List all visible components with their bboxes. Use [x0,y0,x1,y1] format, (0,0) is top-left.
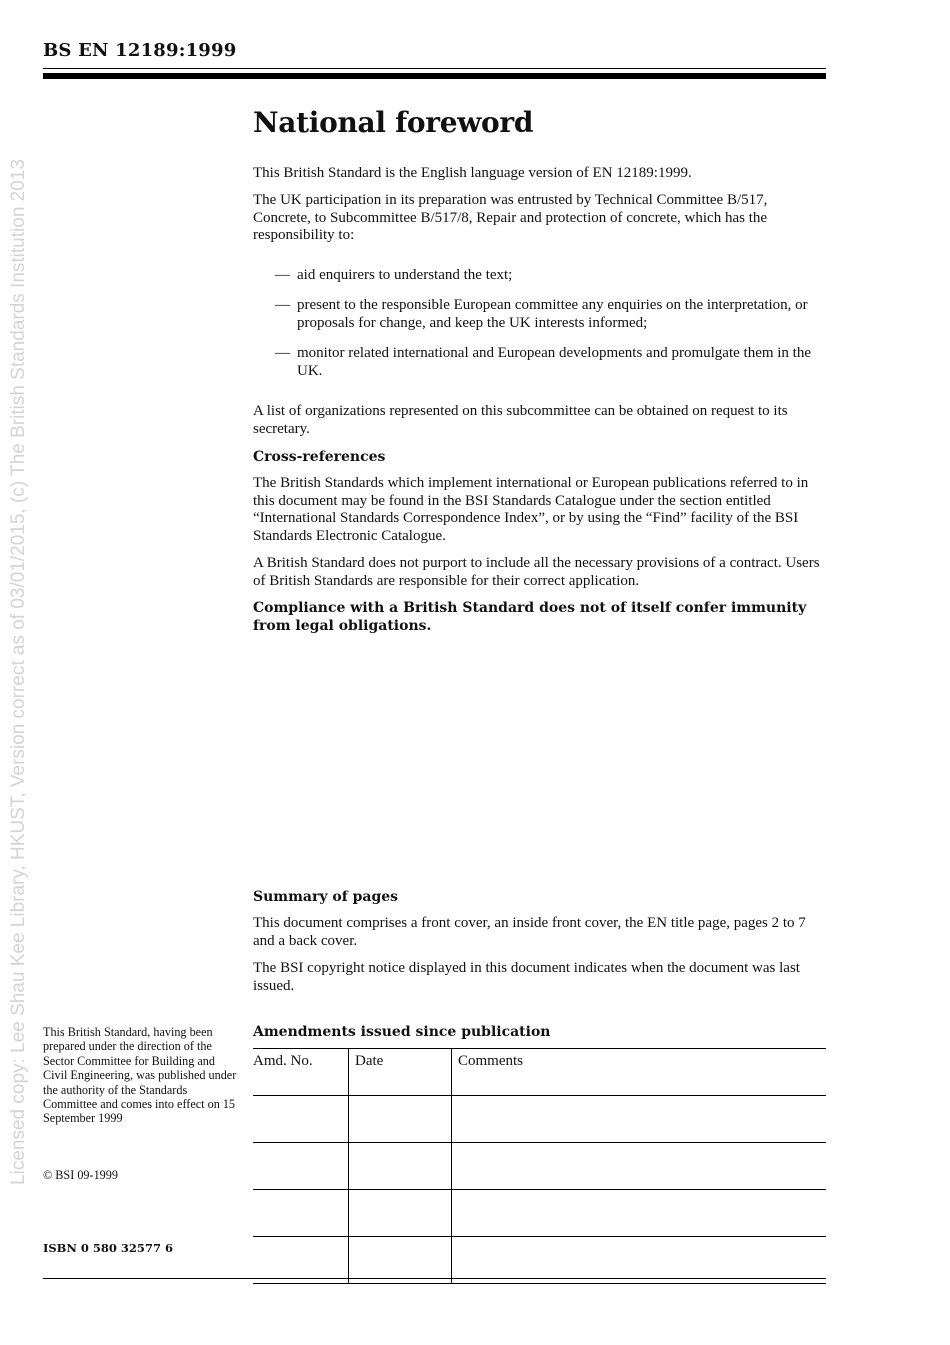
dash-bullet: — [275,345,290,361]
copyright-line: © BSI 09-1999 [43,1168,118,1182]
cross-references-heading: Cross-references [253,449,386,465]
amendments-table [253,1048,826,1284]
responsibility-item [275,297,825,332]
table-row [253,1237,826,1284]
responsibility-text: monitor related international and European developments and promulgate them in the UK. [297,345,812,379]
column-header-date: Date [349,1049,452,1096]
dash-bullet: — [275,297,290,313]
amendments-heading: Amendments issued since publication [253,1024,551,1040]
table-row [253,1143,826,1190]
table-row [253,1190,826,1237]
table-header-row [253,1049,826,1096]
header-rule-thick [43,73,826,79]
column-header-amd-no: Amd. No. [253,1049,349,1096]
responsibility-text: aid enquirers to understand the text; [297,267,513,283]
document-id: BS EN 12189:1999 [43,40,237,61]
cross-references-paragraph: The British Standards which implement international or European publications referred to in this document may be found in the BSI Standards Catalogue under the section entitled “International Standards Correspondence Index”, or by using the “Find” facility of the BSI Standards Electronic Catalogue. [253,475,809,544]
summary-paragraph: This document comprises a front cover, an inside front cover, the EN title page, pages 2 to 7 and a back cover. [253,915,806,949]
summary-heading: Summary of pages [253,889,399,905]
participation-paragraph: The UK participation in its preparation was entrusted by Technical Committee B/517, Concrete, to Subcommittee B/517/8, Repair and protection of concrete, which has the responsibility to: [253,192,768,243]
table-row [253,1096,826,1143]
dash-bullet: — [275,267,290,283]
license-watermark: Licensed copy: Lee Shau Kee Library, HKUST, Version correct as of 03/01/2015, (c) The British Standards Institution 2013 [8,159,29,1185]
organizations-paragraph: A list of organizations represented on this subcommittee can be obtained on request to its secretary. [253,403,788,437]
intro-paragraph: This British Standard is the English language version of EN 12189:1999. [253,165,692,181]
responsibility-item [275,267,825,285]
compliance-statement: Compliance with a British Standard does not of itself confer immunity from legal obligations. [253,600,807,634]
responsibility-text: present to the responsible European committee any enquiries on the interpretation, or proposals for change, and keep the UK interests informed; [297,297,808,331]
publication-note: This British Standard, having been prepared under the direction of the Sector Committee for Building and Civil Engineering, was published under the authority of the Standards Committee and comes into effect on 15 September 1999 [43,1025,237,1126]
isbn: ISBN 0 580 32577 6 [43,1241,173,1255]
responsibility-item [275,345,825,380]
page-title: National foreword [253,106,534,139]
header-rule-thin [43,68,826,69]
contract-paragraph: A British Standard does not purport to include all the necessary provisions of a contract. Users of British Standards are responsible for their correct application. [253,555,820,589]
copyright-notice-paragraph: The BSI copyright notice displayed in this document indicates when the document was last issued. [253,960,800,994]
column-header-comments: Comments [452,1049,827,1096]
footer-rule [43,1278,826,1279]
